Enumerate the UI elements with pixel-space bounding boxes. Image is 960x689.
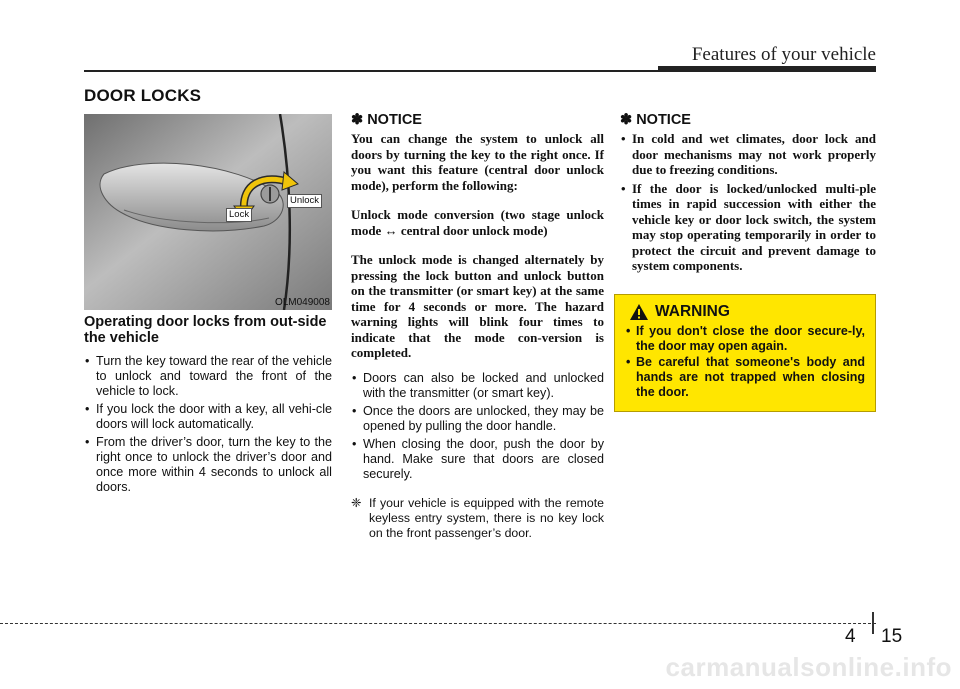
footnote-mark: ❈ — [351, 495, 362, 510]
header-bar — [658, 66, 876, 72]
footnote-text: If your vehicle is equipped with the remote keyless entry system, there is no key lock on the front passenger’s door. — [369, 495, 604, 540]
list-item: • From the driver’s door, turn the key to the right once to unlock the driver’s door and once more within 4 seconds to unlock all doors. — [84, 435, 332, 495]
notice-title: NOTICE — [636, 112, 691, 128]
bullet-list — [620, 131, 876, 274]
notice-icon: ✽ — [351, 112, 364, 128]
list-item: • Once the doors are unlocked, they may be opened by pulling the door handle. — [351, 404, 604, 434]
figure-code: OLM049008 — [274, 297, 330, 308]
column-2 — [351, 112, 604, 541]
column-3 — [620, 112, 876, 277]
footnote — [351, 496, 604, 541]
bullet-list — [84, 354, 332, 495]
warning-icon — [629, 303, 649, 321]
chapter-number: 4 — [845, 626, 856, 647]
footer-rule — [0, 623, 876, 624]
notice-paragraph: The unlock mode is changed alternately by pressing the lock button and unlock button on the transmitter (or smart key) at the same time for 4 seconds or more. The hazard warning lights will blink four times to indicate that the mode con-version is completed. — [351, 252, 604, 360]
unlock-label: Unlock — [287, 194, 322, 208]
section-title: DOOR LOCKS — [84, 86, 202, 105]
footer-divider — [872, 612, 874, 634]
notice-paragraph: Unlock mode conversion (two stage unlock mode ↔ central door unlock mode) — [351, 207, 604, 238]
lock-label: Lock — [226, 208, 252, 222]
sub-heading: Operating door locks from out-side the vehicle — [84, 314, 327, 346]
notice-paragraph: You can change the system to unlock all doors by turning the key to the right once. If you want this feature (central door unlock mode), perform the following: — [351, 131, 604, 193]
door-handle-illustration — [84, 114, 332, 310]
notice-title: NOTICE — [367, 112, 422, 128]
warning-list — [625, 324, 865, 400]
door-handle-photo — [84, 114, 332, 310]
notice-heading — [351, 112, 604, 128]
warning-box — [614, 294, 876, 412]
page-number: 15 — [881, 626, 903, 647]
list-item: • When closing the door, push the door by hand. Make sure that doors are closed securely. — [351, 437, 604, 482]
list-item: • Be careful that someone's body and hands are not trapped when closing the door. — [625, 355, 865, 400]
list-item: • If you lock the door with a key, all vehi-cle doors will lock automatically. — [84, 402, 332, 432]
list-item: • Turn the key toward the rear of the vehicle to unlock and toward the front of the vehicle to lock. — [84, 354, 332, 399]
bullet-list — [351, 371, 604, 482]
watermark: carmanualsonline.info — [665, 652, 952, 682]
header-title: Features of your vehicle — [691, 44, 876, 65]
column-1 — [84, 314, 332, 498]
warning-heading — [629, 303, 865, 321]
list-item: • If the door is locked/unlocked multi-ple times in rapid succession with either the vehicle key or door lock switch, the system may stop operating temporarily in order to protect the circuit and prevent damage to system components. — [620, 181, 876, 274]
notice-heading — [620, 112, 876, 128]
notice-icon: ✽ — [620, 112, 633, 128]
warning-title: WARNING — [655, 303, 730, 320]
list-item: • In cold and wet climates, door lock and door mechanisms may not work properly due to freezing conditions. — [620, 131, 876, 178]
list-item: • If you don't close the door secure-ly, the door may open again. — [625, 324, 865, 354]
list-item: • Doors can also be locked and unlocked with the transmitter (or smart key). — [351, 371, 604, 401]
